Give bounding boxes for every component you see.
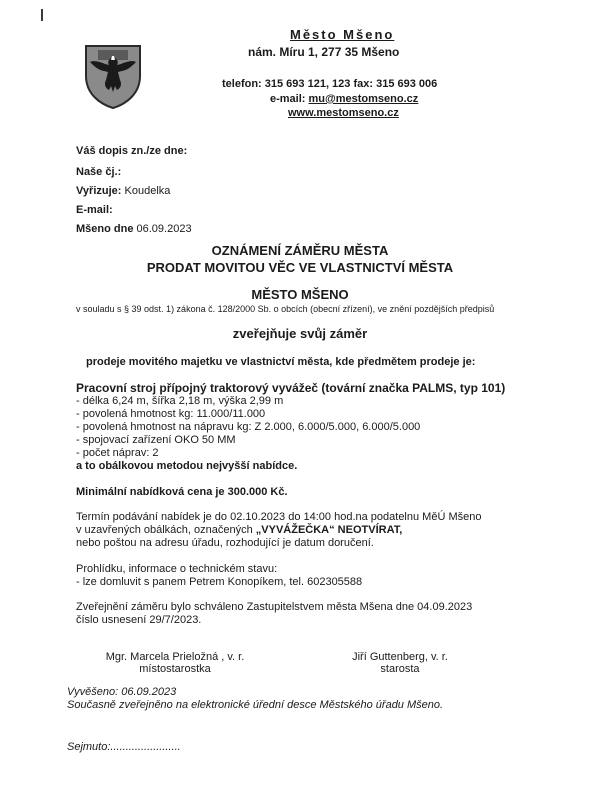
- handled-by-value: Koudelka: [124, 185, 171, 197]
- title-line-2: PRODAT MOVITOU VĚC VE VLASTNICTVÍ MĚSTA: [146, 260, 454, 275]
- left-signatory-role: místostarostka: [139, 663, 211, 675]
- handled-by: [76, 185, 170, 197]
- spec-item: - povolená hmotnost na nápravu kg: Z 2.000, 6.000/5.000, 6.000/5.000: [76, 421, 421, 433]
- your-letter-label: Váš dopis zn./ze dne:: [76, 145, 188, 157]
- envelope-marking: „VYVÁŽEČKA“ NEOTVÍRAT,: [255, 524, 403, 536]
- email-label: e-mail:: [270, 93, 309, 105]
- right-signatory-name: Jiří Guttenberg, v. r.: [352, 651, 448, 663]
- right-signatory-role: starosta: [380, 663, 420, 675]
- left-signatory-name: Mgr. Marcela Prieložná , v. r.: [105, 651, 245, 663]
- sale-method: a to obálkovou metodou nejvyšší nabídce.: [76, 460, 298, 472]
- legal-basis: v souladu s § 39 odst. 1) zákona č. 128/2000 Sb. o obcích (obecní zřízení), ve znění pozdějších předpisů: [76, 304, 495, 314]
- item-title: Pracovní stroj přípojný traktorový vyvážeč (tovární značka PALMS, typ 101): [76, 381, 506, 395]
- deadline-line-1: Termín podávání nabídek je do 02.10.2023 do 14:00 hod.na podatelnu MěÚ Mšeno: [76, 511, 482, 523]
- date-value: 06.09.2023: [136, 223, 192, 235]
- phone-fax: telefon: 315 693 121, 123 fax: 315 693 006: [222, 78, 438, 90]
- spec-item: - spojovací zařízení OKO 50 MM: [76, 434, 236, 446]
- town-address: nám. Míru 1, 277 35 Mšeno: [248, 45, 400, 59]
- date-label: Mšeno dne: [76, 223, 134, 235]
- spec-item: - povolená hmotnost kg: 11.000/11.000: [76, 408, 266, 420]
- signature-right: [335, 651, 465, 675]
- our-ref-label: Naše čj.:: [76, 166, 122, 178]
- website-link[interactable]: www.mestomseno.cz: [288, 107, 399, 119]
- authority-name: MĚSTO MŠENO: [251, 287, 349, 302]
- handled-by-label: Vyřizuje:: [76, 185, 122, 197]
- removed-date: Sejmuto:.......................: [67, 741, 181, 753]
- deadline-line-2: [76, 524, 402, 536]
- deadline-line-3: nebo poštou na adresu úřadu, rozhodující je datum doručení.: [76, 537, 374, 549]
- electronic-notice: Současně zveřejněno na elektronické úřední desce Městského úřadu Mšeno.: [67, 699, 444, 711]
- email-ref-label: E-mail:: [76, 204, 113, 216]
- deadline-text: v uzavřených obálkách, označených: [76, 524, 256, 536]
- town-name: Město Mšeno: [290, 27, 395, 42]
- document-date: [76, 223, 192, 235]
- email-link[interactable]: mu@mestomseno.cz: [308, 93, 419, 105]
- minimum-price: Minimální nabídková cena je 300.000 Kč.: [76, 486, 288, 498]
- inspection-line-1: Prohlídku, informace o technickém stavu:: [76, 563, 278, 575]
- inspection-line-2: - lze domluvit s panem Petrem Konopíkem, tel. 602305588: [76, 576, 363, 588]
- intro-text: prodeje movitého majetku ve vlastnictví města, kde předmětem prodeje je:: [86, 356, 476, 368]
- spec-list: [76, 395, 420, 460]
- email-line: [270, 93, 418, 105]
- posted-date: Vyvěšeno: 06.09.2023: [67, 686, 177, 698]
- spec-item: - počet náprav: 2: [76, 447, 159, 459]
- title-line-1: OZNÁMENÍ ZÁMĚRU MĚSTA: [211, 243, 389, 258]
- approval-line-1: Zveřejnění záměru bylo schváleno Zastupitelstvem města Mšena dne 04.09.2023: [76, 601, 473, 613]
- scan-mark: [41, 9, 43, 21]
- spec-item: - délka 6,24 m, šířka 2,18 m, výška 2,99 m: [76, 395, 284, 407]
- publishes-intent: zveřejňuje svůj záměr: [232, 326, 368, 341]
- town-crest-logo: [78, 40, 148, 110]
- signature-left: [100, 651, 250, 675]
- approval-line-2: číslo usnesení 29/7/2023.: [76, 614, 202, 626]
